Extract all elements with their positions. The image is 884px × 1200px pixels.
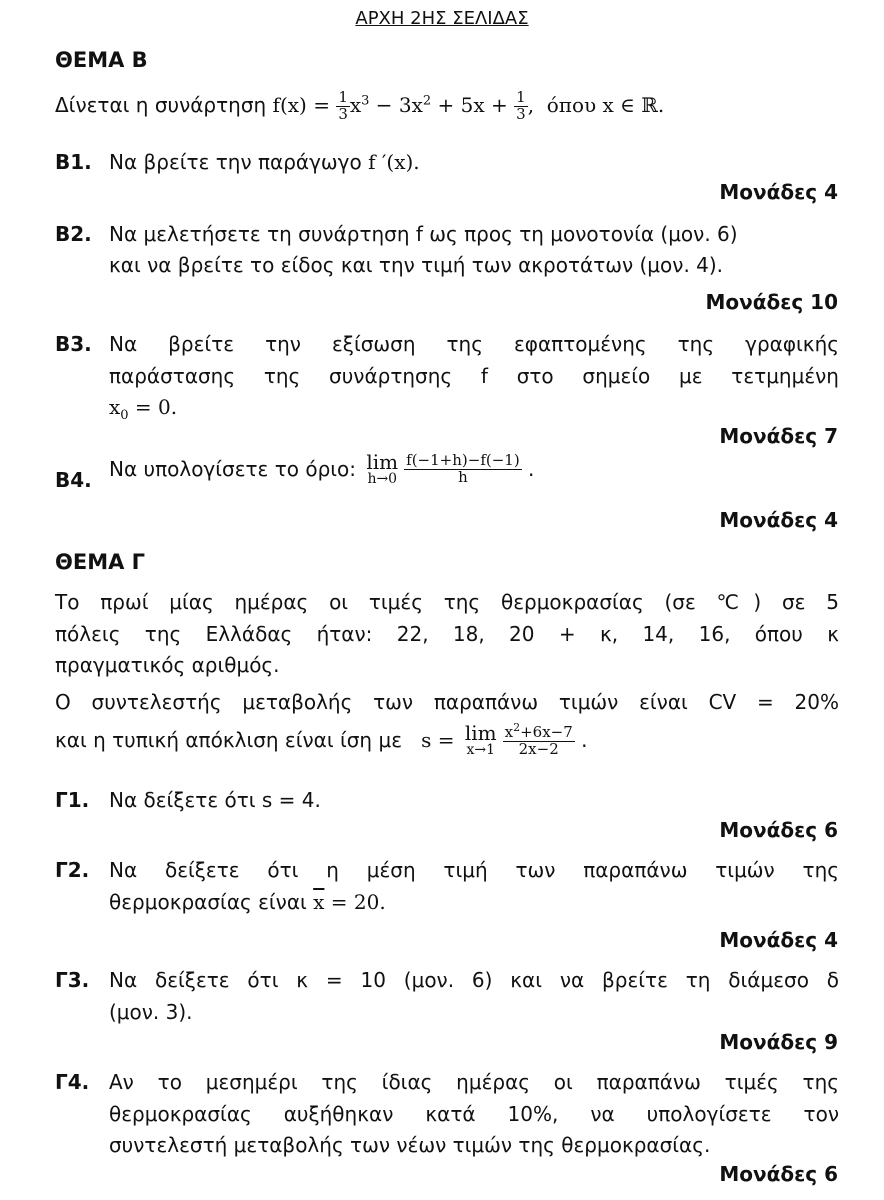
b4-number: Β4.: [55, 468, 92, 492]
c4-line1: Αν το μεσημέρι της ίδιας ημέρας οι παραπάνω τιμές της: [109, 1070, 839, 1094]
b2-number: Β2.: [55, 222, 92, 246]
b2-line2: και να βρείτε το είδος και την τιμή των ακροτάτων (μον. 4).: [109, 253, 724, 277]
c1-marks: Μονάδες 6: [719, 818, 838, 842]
c4-marks: Μονάδες 6: [719, 1162, 838, 1186]
b1-number: Β1.: [55, 150, 92, 174]
c4-line3: συντελεστή μεταβολής των νέων τιμών της θερμοκρασίας.: [109, 1133, 711, 1157]
c4-line2: θερμοκρασίας αυξήθηκαν κατά 10%, να υπολογίσετε τον: [109, 1102, 839, 1126]
c1-number: Γ1.: [55, 788, 90, 812]
frac-one-third-2: $\frac{1}{3}$: [516, 88, 526, 123]
b4-limit: lim h→0: [366, 450, 399, 487]
c-limit: lim x→1: [464, 720, 497, 758]
topic-c-title: ΘΕΜΑ Γ: [55, 550, 146, 574]
c4-number: Γ4.: [55, 1070, 90, 1094]
c3-marks: Μονάδες 9: [719, 1030, 838, 1054]
frac-one-third: $\frac{1}{3}$: [338, 88, 348, 123]
intro-poly: $x^3 - 3x^2 + 5x$ +: [349, 92, 515, 117]
intro-func: f(x) =: [272, 92, 330, 117]
b1-marks: Μονάδες 4: [719, 180, 838, 204]
c2-line2: θερμοκρασίας είναι $\overline{x} = 20$.: [109, 890, 386, 914]
b3-number: Β3.: [55, 332, 92, 356]
c-para1-line2: πόλεις της Ελλάδας ήταν: 22, 18, 20 + κ, 14, 16, όπου κ: [55, 622, 839, 646]
b2-marks: Μονάδες 10: [705, 290, 838, 314]
b2-line1: Να μελετήσετε τη συνάρτηση f ως προς τη μονοτονία (μον. 6): [109, 222, 738, 246]
c-para1-line1: Το πρωί μίας ημέρας οι τιμές της θερμοκρασίας (σε ℃) σε 5: [55, 590, 839, 614]
topic-b-intro: Δίνεται η συνάρτηση f(x) = $\frac{1}{3}$ $x^3 - 3x^2 + 5x$ + $\frac{1}{3}$ , όπου x ∈ ℝ.: [55, 88, 665, 123]
intro-tail: όπου x ∈ ℝ.: [546, 92, 665, 117]
b1-question: Να βρείτε την παράγωγο f ′(x).: [109, 150, 420, 174]
b3-line1: Να βρείτε την εξίσωση της εφαπτομένης της γραφικής: [109, 332, 839, 356]
c-para2-line2: και η τυπική απόκλιση είναι ίση με s = lim x→1 $\frac{x^2+6x-7}{2x-2}$ .: [55, 720, 588, 758]
c-fraction: $\frac{x^2+6x-7}{2x-2}$: [504, 721, 573, 758]
c2-line1: Να δείξετε ότι η μέση τιμή των παραπάνω τιμών της: [109, 858, 839, 882]
page-header: ΑΡΧΗ 2ΗΣ ΣΕΛΙΔΑΣ: [355, 8, 529, 29]
c3-line1: Να δείξετε ότι κ = 10 (μον. 6) και να βρείτε τη διάμεσο δ: [109, 968, 839, 992]
c-para1-line3: πραγματικός αριθμός.: [55, 653, 280, 677]
b4-marks: Μονάδες 4: [719, 508, 838, 532]
c-para2-line1: Ο συντελεστής μεταβολής των παραπάνω τιμών είναι CV = 20%: [55, 690, 839, 714]
b3-marks: Μονάδες 7: [719, 424, 838, 448]
c3-line2: (μον. 3).: [109, 1000, 193, 1024]
topic-b-title: ΘΕΜΑ Β: [55, 48, 148, 72]
c1-question: Να δείξετε ότι s = 4.: [109, 788, 321, 812]
b4-fraction: $\frac{f(-1+h)-f(-1)}{h}$: [406, 450, 520, 486]
c3-number: Γ3.: [55, 968, 90, 992]
b3-line3: $x_0 = 0$.: [109, 395, 178, 423]
c2-marks: Μονάδες 4: [719, 928, 838, 952]
intro-text: Δίνεται η συνάρτηση: [55, 92, 267, 117]
c2-number: Γ2.: [55, 858, 90, 882]
b4-question: Να υπολογίσετε το όριο: lim h→0 $\frac{f(-1+h)-f(-1)}{h}$ .: [109, 450, 535, 487]
b3-line2: παράστασης της συνάρτησης f στο σημείο με τετμημένη: [109, 364, 839, 388]
